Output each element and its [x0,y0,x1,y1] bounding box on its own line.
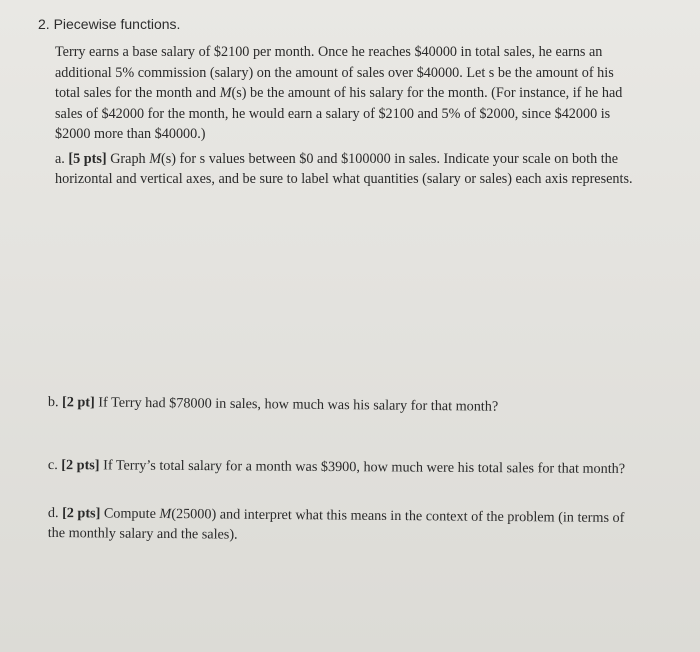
question-c: c. [2 pts] If Terry’s total salary for a month was $3900, how much were his total sales for that month? [47,456,626,478]
problem-intro [55,42,670,145]
intro-line-3: total sales for the month and M(s) be the amount of his salary for the month. (For instance, if he had [55,85,623,101]
intro-line-4: sales of $42000 for the month, he would earn a salary of $2100 and 5% of $2000, since $42000 is [55,105,611,122]
problem-heading: 2. Piecewise functions. [38,16,181,32]
question-b: b. [2 pt] If Terry had $78000 in sales, how much was his salary for that month? [47,393,499,415]
question-c-points: [2 pts] [61,457,100,474]
question-a-line-1: a. [5 pts] Graph M(s) for s values between $0 and $100000 in sales. Indicate your scale on both the [55,151,619,167]
question-d-line-1: d. [2 pts] Compute M(25000) and interpret what this means in the context of the problem (in terms of [47,504,625,527]
question-d-points: [2 pts] [62,505,101,522]
question-a-line-2: horizontal and vertical axes, and be sure to label what quantities (salary or sales) each axis represents. [55,171,633,187]
question-a-points: [5 pts] [68,151,107,167]
question-d [48,503,673,548]
question-d-line-2: the monthly salary and the sales). [47,524,238,543]
intro-line-5: $2000 more than $40000.) [55,126,206,142]
intro-line-2: additional 5% commission (salary) on the amount of sales over $40000. Let s be the amount of his [55,64,614,81]
question-b-points: [2 pt] [61,394,95,411]
intro-line-1: Terry earns a base salary of $2100 per month. Once he reaches $40000 in total sales, he earns an [55,44,603,60]
question-a [55,149,675,189]
